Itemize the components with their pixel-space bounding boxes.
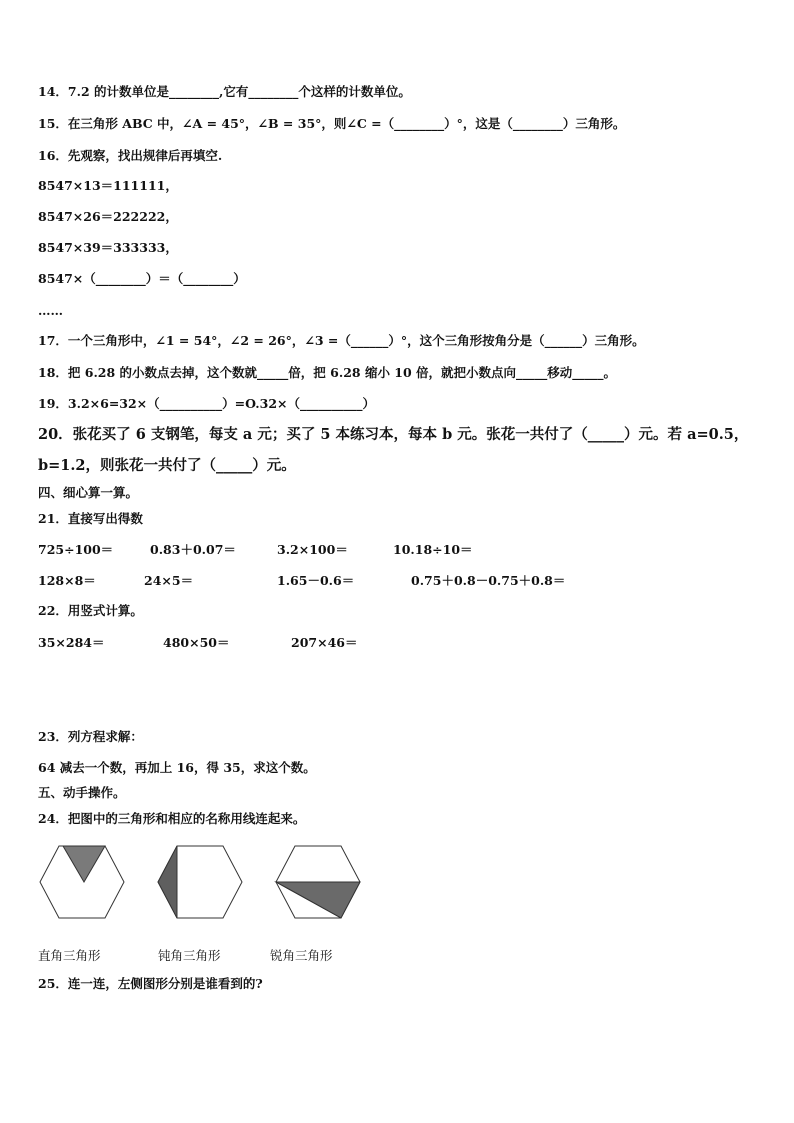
calc-item: 10.18÷10＝ <box>393 542 473 557</box>
calc-item: 480×50＝ <box>163 635 230 650</box>
question-14: 14．7.2 的计数单位是________,它有________个这样的计数单位。 <box>38 84 411 99</box>
question-16-line-2: 8547×26＝222222， <box>38 209 178 224</box>
question-23-title: 23．列方程求解： <box>38 729 143 744</box>
calc-item: 3.2×100＝ <box>277 542 348 557</box>
question-18: 18．把 6.28 的小数点去掉，这个数就_____倍，把 6.28 缩小 10 倍，就把小数点向_____移动_____。 <box>38 365 617 380</box>
calc-item: 24×5＝ <box>144 573 194 588</box>
question-16-line-1: 8547×13＝111111， <box>38 178 178 193</box>
question-16-line-4: 8547×（________）＝（________） <box>38 271 246 286</box>
question-23-body: 64 减去一个数，再加上 16，得 35，求这个数。 <box>38 760 316 775</box>
calc-item: 207×46＝ <box>291 635 358 650</box>
question-17: 17．一个三角形中，∠1 = 54°，∠2 = 26°，∠3 =（______）°，这个三角形按角分是（______）三角形。 <box>38 333 645 348</box>
question-16-ellipsis: …… <box>38 303 63 318</box>
calc-item: 1.65－0.6＝ <box>277 573 355 588</box>
calc-item: 0.83＋0.07＝ <box>150 542 236 557</box>
triangle-label-obtuse: 钝角三角形 <box>158 948 221 963</box>
question-20-line-1: 20．张花买了 6 支钢笔，每支 a 元；买了 5 本练习本，每本 b 元。张花一共付了（_____）元。若 a=0.5， <box>38 426 749 443</box>
calc-item: 35×284＝ <box>38 635 105 650</box>
section-4-heading: 四、细心算一算。 <box>38 485 139 500</box>
question-19: 19．3.2×6=32×（__________）=O.32×（__________） <box>38 396 376 411</box>
question-25-title: 25．连一连，左侧图形分别是谁看到的? <box>38 976 263 991</box>
shaded-triangle <box>158 846 177 918</box>
triangle-label-right: 直角三角形 <box>38 948 101 963</box>
question-21-title: 21．直接写出得数 <box>38 511 143 526</box>
section-5-heading: 五、动手操作。 <box>38 785 126 800</box>
triangle-label-acute: 锐角三角形 <box>270 948 333 963</box>
calc-item: 0.75＋0.8－0.75＋0.8＝ <box>411 573 566 588</box>
hexagon-figure-2 <box>156 842 244 922</box>
hexagon-figure-3 <box>274 842 362 922</box>
question-16-line-3: 8547×39＝333333， <box>38 240 178 255</box>
calc-item: 128×8＝ <box>38 573 96 588</box>
question-15: 15．在三角形 ABC 中，∠A = 45°，∠B = 35°，则∠C =（________）°，这是（________）三角形。 <box>38 116 626 131</box>
calc-item: 725÷100＝ <box>38 542 114 557</box>
question-22-title: 22．用竖式计算。 <box>38 603 143 618</box>
question-16-title: 16．先观察，找出规律后再填空. <box>38 148 223 163</box>
question-24-title: 24．把图中的三角形和相应的名称用线连起来。 <box>38 811 306 826</box>
question-20-line-2: b=1.2，则张花一共付了（_____）元。 <box>38 457 296 474</box>
hexagon-figure-1 <box>38 842 126 922</box>
